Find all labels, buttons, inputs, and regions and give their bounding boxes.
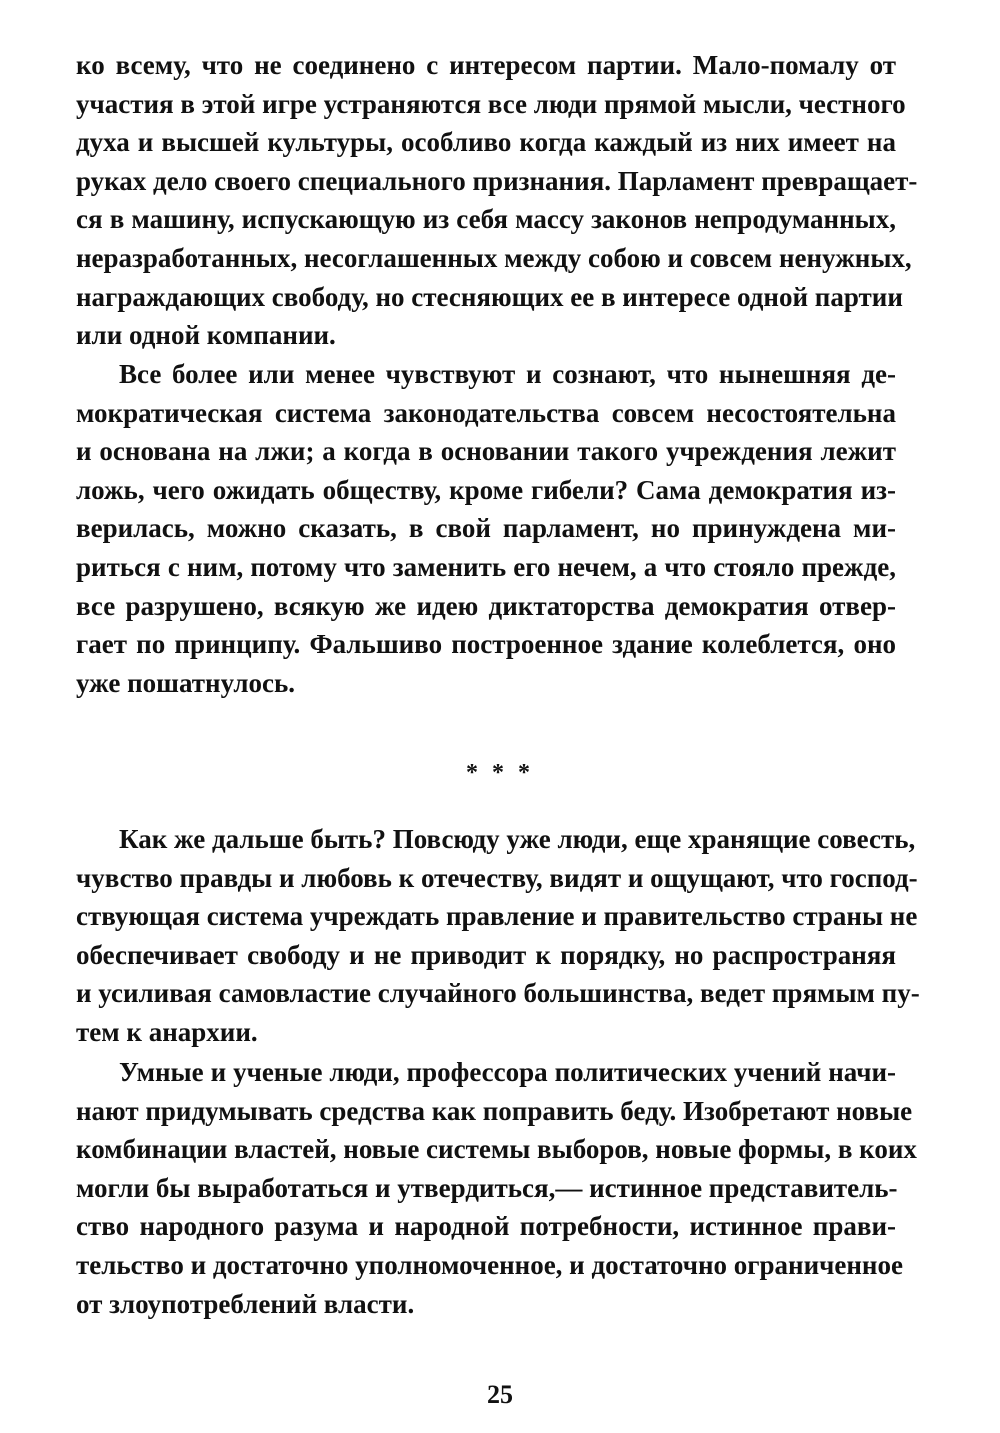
text-line: духа и высшей культуры, особливо когда каждый из них имеет на <box>76 127 896 158</box>
text-line: ся в машину, испускающую из себя массу законов непродуманных, <box>76 204 896 235</box>
text-line: ство народного разума и народной потребности, истинное прави- <box>76 1211 896 1242</box>
text-line: чувство правды и любовь к отечеству, видят и ощущают, что господ- <box>76 862 918 893</box>
text-line: Все более или менее чувствуют и сознают, что нынешняя де- <box>119 359 896 389</box>
text-line: риться с ним, потому что заменить его нечем, а что стояло прежде, <box>76 551 896 582</box>
text-line: мократическая система законодательства совсем несостоятельна <box>76 397 896 428</box>
section-separator: * * * <box>466 760 534 786</box>
text-line: и усиливая самовластие случайного большинства, ведет прямым пу- <box>76 978 920 1009</box>
text-line: нают придумывать средства как поправить беду. Изобретают новые <box>76 1095 913 1126</box>
paragraph-1 <box>76 46 918 355</box>
text-line: ствующая система учреждать правление и правительство страны не <box>76 901 918 932</box>
text-line: участия в этой игре устраняются все люди прямой мысли, честного <box>76 88 906 119</box>
paragraph-4 <box>76 1053 917 1323</box>
text-line: тем к анархии. <box>76 1016 258 1047</box>
text-line: обеспечивает свободу и не приводит к порядку, но распространяя <box>76 939 896 970</box>
text-line: все разрушено, всякую же идею диктаторства демократия отвер- <box>76 590 896 621</box>
text-line: гает по принципу. Фальшиво построенное здание колеблется, оно <box>76 629 896 660</box>
text-line: от злоупотреблений власти. <box>76 1288 415 1319</box>
text-line: тельство и достаточно уполномоченное, и достаточно ограниченное <box>76 1249 903 1280</box>
text-line: Умные и ученые люди, профессора политических учений начи- <box>119 1057 896 1087</box>
text-line: верилась, можно сказать, в свой парламент, но принуждена ми- <box>76 513 896 544</box>
text-line: награждающих свободу, но стесняющих ее в интересе одной партии <box>76 281 903 312</box>
paragraph-3 <box>76 820 920 1052</box>
text-line: и основана на лжи; а когда в основании такого учреждения лежит <box>76 436 896 467</box>
text-line: могли бы выработаться и утвердиться,— истинное представитель- <box>76 1172 898 1203</box>
text-line: комбинации властей, новые системы выборов, новые формы, в коих <box>76 1134 917 1165</box>
text-line: Как же дальше быть? Повсюду уже люди, еще хранящие совесть, <box>119 824 916 854</box>
text-line: уже пошатнулось. <box>76 667 296 698</box>
page-number: 25 <box>487 1380 513 1409</box>
text-line: руках дело своего специального признания. Парламент превращает- <box>76 165 918 196</box>
text-line: ко всему, что не соединено с интересом партии. Мало-помалу от <box>76 50 896 80</box>
text-line: неразработанных, несоглашенных между собою и совсем ненужных, <box>76 242 912 273</box>
paragraph-2 <box>76 355 896 702</box>
text-line: или одной компании. <box>76 320 336 351</box>
text-line: ложь, чего ожидать обществу, кроме гибели? Сама демократия из- <box>76 474 896 505</box>
